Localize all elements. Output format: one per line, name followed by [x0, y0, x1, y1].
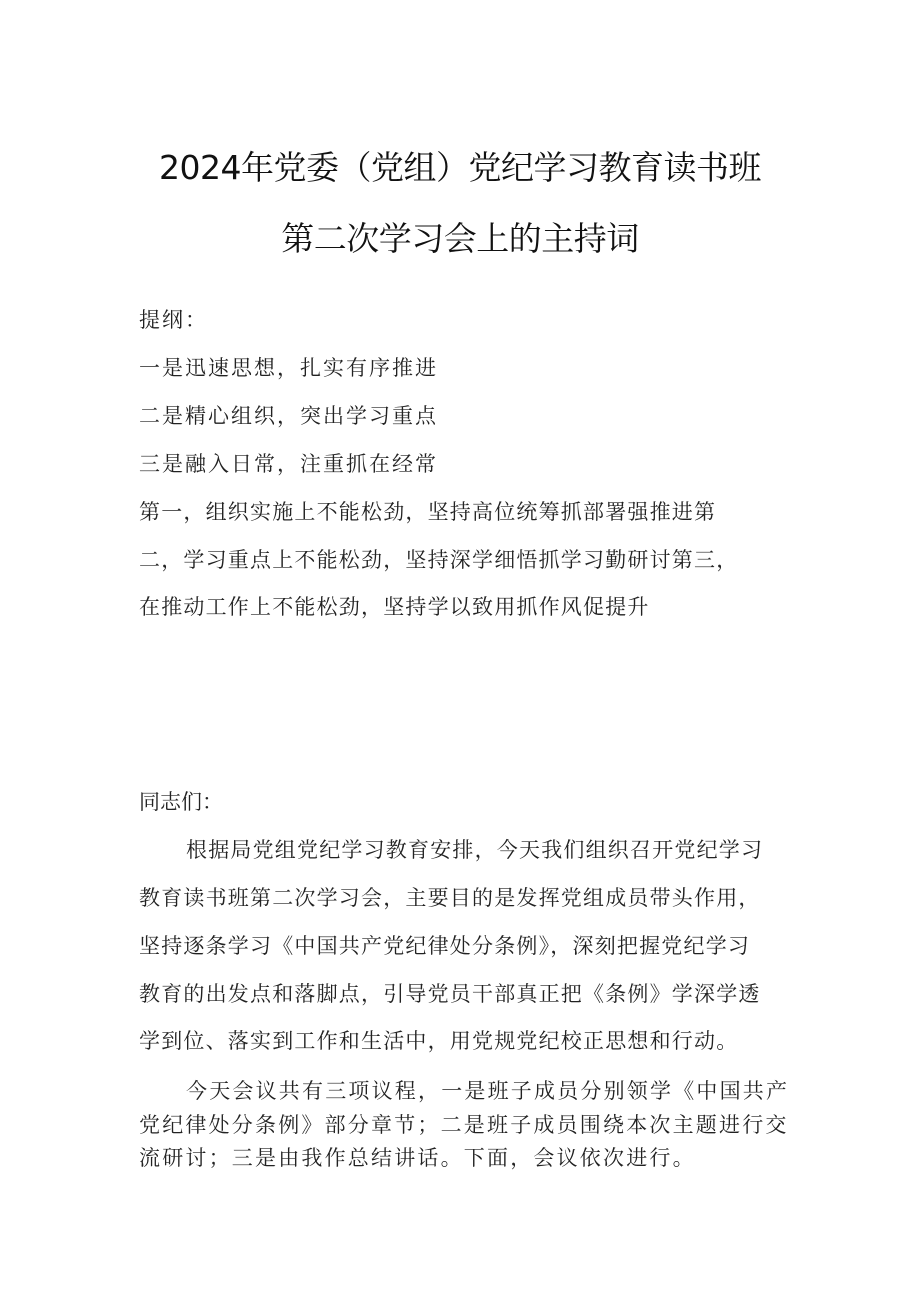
summary-line-1: 第一，组织实施上不能松劲，坚持高位统筹抓部署强推进第 [139, 500, 717, 524]
summary-line-2: 二，学习重点上不能松劲，坚持深学细悟抓学习勤研讨第三， [139, 548, 739, 572]
outline-label: 提纲： [139, 308, 208, 332]
paragraph-1-line-4: 教育的出发点和落脚点，引导党员干部真正把《条例》学深学透 [139, 982, 761, 1006]
paragraph-1-line-3: 坚持逐条学习《中国共产党纪律处分条例》，深刻把握党纪学习 [139, 934, 751, 958]
paragraph-2-line-3: 流研讨；三是由我作总结讲话。下面，会议依次进行。 [139, 1146, 696, 1170]
outline-item-2: 二是精心组织，突出学习重点 [139, 404, 438, 428]
paragraph-1-line-1: 根据局党组党纪学习教育安排，今天我们组织召开党纪学习 [186, 838, 764, 862]
paragraph-1-line-5: 学到位、落实到工作和生活中，用党规党纪校正思想和行动。 [139, 1029, 739, 1053]
document-title-line-1: 2024年党委（党组）党纪学习教育读书班 [159, 148, 761, 187]
paragraph-1-line-2: 教育读书班第二次学习会，主要目的是发挥党组成员带头作用， [139, 886, 761, 910]
salutation: 同志们： [139, 790, 223, 814]
paragraph-2-line-1: 今天会议共有三项议程，一是班子成员分别领学《中国共产 [186, 1079, 790, 1103]
outline-item-1: 一是迅速思想，扎实有序推进 [139, 356, 438, 380]
paragraph-2-line-2: 党纪律处分条例》部分章节；二是班子成员围绕本次主题进行交 [139, 1113, 789, 1137]
document-title-line-2: 第二次学习会上的主持词 [281, 219, 639, 258]
summary-line-3: 在推动工作上不能松劲，坚持学以致用抓作风促提升 [139, 595, 650, 619]
outline-item-3: 三是融入日常，注重抓在经常 [139, 452, 438, 476]
